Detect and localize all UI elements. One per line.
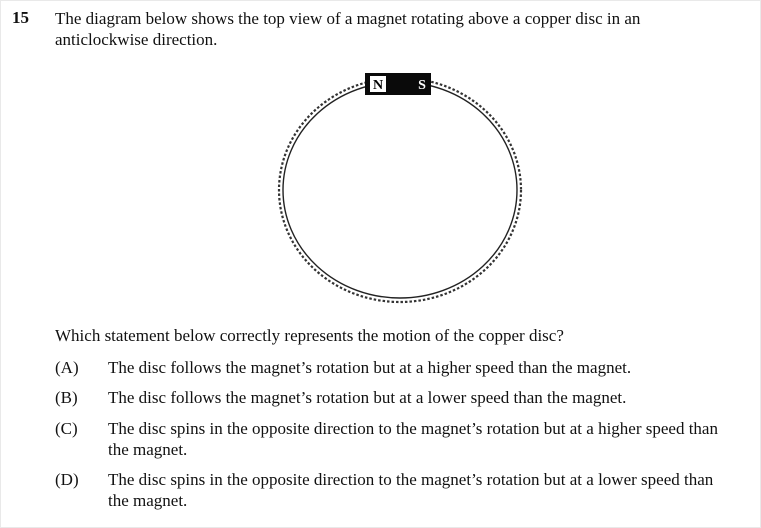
- option-text: The disc spins in the opposite direction to the magnet’s rotation but at a lower speed than the magnet.: [108, 470, 714, 510]
- question-stem: The diagram below shows the top view of a magnet rotating above a copper disc in an anticlockwise direction.: [55, 9, 641, 49]
- question-prompt: Which statement below correctly represents the motion of the copper disc?: [55, 326, 564, 345]
- question-number: 15: [12, 8, 29, 27]
- option-label: (C): [55, 419, 78, 438]
- magnet-north-label: N: [372, 78, 384, 93]
- magnet-disc-diagram: [270, 70, 530, 310]
- option-label: (A): [55, 358, 79, 377]
- bar-magnet: [365, 73, 431, 95]
- option-label: (D): [55, 470, 79, 489]
- option-label: (B): [55, 388, 78, 407]
- magnet-south-label: S: [418, 78, 426, 93]
- option-text: The disc spins in the opposite direction to the magnet’s rotation but at a higher speed than the magnet.: [108, 419, 718, 459]
- option-text: The disc follows the magnet’s rotation but at a lower speed than the magnet.: [108, 388, 627, 407]
- copper-disc: [279, 78, 521, 302]
- option-text: The disc follows the magnet’s rotation but at a higher speed than the magnet.: [108, 358, 632, 377]
